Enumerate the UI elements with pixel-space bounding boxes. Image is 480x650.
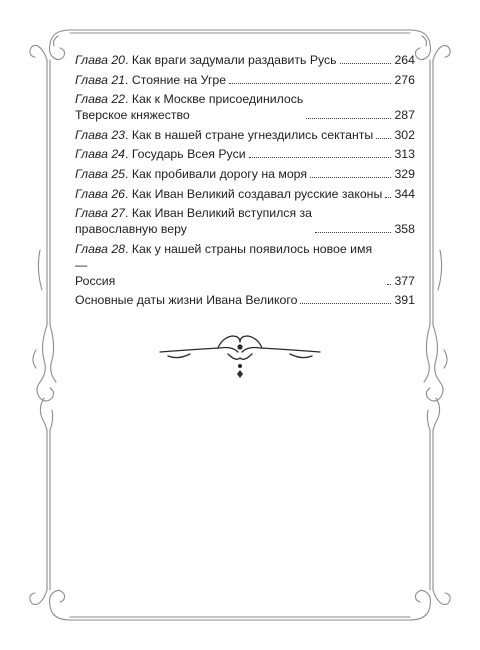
dot-leader: [310, 176, 391, 178]
toc-title-line: Тверское княжество: [75, 108, 190, 123]
toc-chapter-label: Глава 27: [75, 206, 126, 221]
toc-entry[interactable]: [75, 241, 415, 289]
toc-page-number: 358: [394, 222, 415, 237]
toc-page-number: 391: [394, 293, 415, 308]
toc-chapter-label: Глава 22: [75, 92, 126, 107]
toc-page-number: 313: [394, 147, 415, 162]
toc-chapter-label: Глава 28: [75, 241, 126, 256]
toc-entry-title: [75, 292, 297, 308]
toc-entry[interactable]: [75, 186, 415, 202]
toc-entry[interactable]: [75, 127, 415, 143]
toc-page-number: 264: [394, 53, 415, 67]
toc-entry[interactable]: [75, 166, 415, 182]
toc-title-line: . Как в нашей стране угнездились сектанты: [125, 127, 374, 142]
toc-entry-title: [75, 186, 382, 202]
toc-page-number: 302: [394, 127, 415, 142]
toc-page-number: 329: [394, 166, 415, 181]
toc-entry-title: [75, 72, 226, 88]
toc-entry[interactable]: [75, 91, 415, 123]
toc-chapter-label: Глава 24: [75, 147, 126, 162]
dot-leader: [385, 196, 391, 198]
toc-entry-title: [75, 166, 307, 182]
toc-entry-title: [75, 91, 303, 123]
dot-leader: [340, 62, 392, 64]
toc-page-number: 276: [394, 72, 415, 87]
dot-leader: [387, 283, 391, 285]
toc-chapter-label: Глава 25: [75, 166, 126, 181]
toc-title-line: . Как пробивали дорогу на моря: [125, 166, 308, 181]
toc-page-number: 287: [394, 108, 415, 123]
toc-entry[interactable]: [75, 72, 415, 88]
toc-title-line: православную веру: [75, 222, 187, 237]
toc-title-line: Россия: [75, 273, 116, 288]
dot-leader: [306, 117, 391, 119]
toc-title-line: . Как Иван Великий вступился за: [125, 206, 313, 221]
toc-title-line: . Как враги задумали раздавить Русь: [125, 53, 337, 67]
dot-leader: [300, 302, 391, 304]
toc-chapter-label: Глава 20: [75, 53, 126, 67]
toc-entry-title: [75, 52, 337, 68]
toc-entry[interactable]: [75, 52, 415, 68]
toc-chapter-label: Глава 23: [75, 127, 126, 142]
toc-title-line: . Государь Всея Руси: [125, 147, 246, 162]
toc-title-line: . Как Иван Великий создавал русские законы: [125, 186, 383, 201]
toc-entry[interactable]: [75, 146, 415, 162]
toc-title-line: Основные даты жизни Ивана Великого: [75, 293, 298, 308]
toc-entry-title: [75, 146, 246, 162]
table-of-contents: [75, 52, 415, 312]
toc-entry-title: [75, 241, 384, 289]
dot-leader: [229, 82, 391, 84]
toc-page-number: 377: [394, 273, 415, 288]
toc-title-line: . Стояние на Угре: [125, 72, 227, 87]
toc-title-line: . Как у нашей страны появилось новое имя —: [75, 241, 373, 272]
toc-entry[interactable]: [75, 292, 415, 308]
toc-entry[interactable]: [75, 205, 415, 237]
dot-leader: [249, 156, 392, 158]
toc-page-number: 344: [394, 186, 415, 201]
dot-leader: [315, 231, 391, 233]
dot-leader: [376, 137, 391, 139]
toc-entry-title: [75, 127, 373, 143]
toc-title-line: . Как к Москве присоединилось: [125, 92, 304, 107]
toc-chapter-label: Глава 21: [75, 72, 126, 87]
toc-entry-title: [75, 205, 312, 237]
toc-chapter-label: Глава 26: [75, 186, 126, 201]
